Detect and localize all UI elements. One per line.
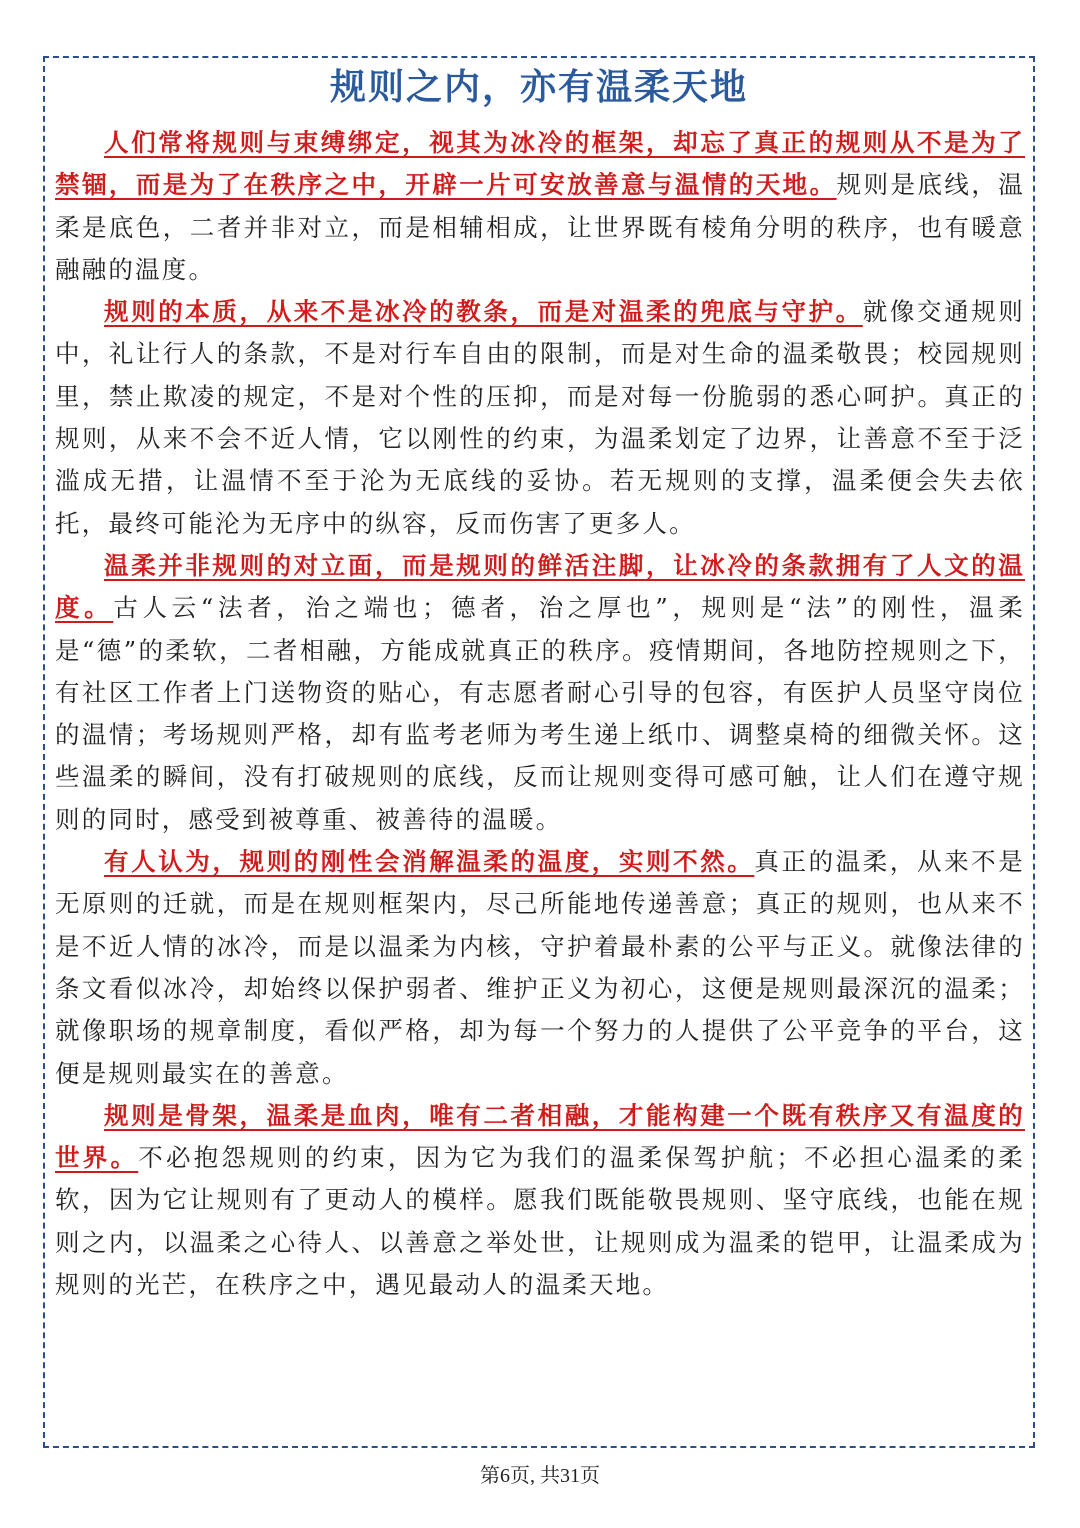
essay-body — [55, 122, 1025, 1306]
page-title: 规则之内，亦有温柔天地 — [329, 66, 748, 108]
paragraph-2 — [55, 291, 1025, 545]
key-sentence-2: 规则的本质，从来不是冰冷的教条，而是对温柔的兜底与守护。 — [104, 297, 863, 327]
page-number: 第6页, 共31页 — [480, 1465, 600, 1487]
paragraph-text-4: 真正的温柔，从来不是无原则的迁就，而是在规则框架内，尽己所能地传递善意；真正的规则，也从来不是不近人情的冰冷，而是以温柔为内核，守护着最朴素的公平与正义。就像法律的条文看似冰冷，却始终以保护弱者、维护正义为初心，这便是规则最深沉的温柔；就像职场的规章制度，看似严格，却为每一个努力的人提供了公平竞争的平台，这便是规则最实在的善意。 — [55, 847, 1025, 1088]
paragraph-text-3: 古人云“法者，治之端也；德者，治之厚也”，规则是“法”的刚性，温柔是“德”的柔软，二者相融，方能成就真正的秩序。疫情期间，各地防控规则之下，有社区工作者上门送物资的贴心，有志愿者耐心引导的包容，有医护人员坚守岗位的温情；考场规则严格，却有监考老师为考生递上纸巾、调整桌椅的细微关怀。这些温柔的瞬间，没有打破规则的底线，反而让规则变得可感可触，让人们在遵守规则的同时，感受到被尊重、被善待的温暖。 — [55, 593, 1025, 834]
key-sentence-3: 温柔并非规则的对立面，而是规则的鲜活注脚，让冰冷的条款拥有了人文的温度。 — [55, 550, 1025, 623]
paragraph-4 — [55, 841, 1025, 1095]
key-sentence-1: 人们常将规则与束缚绑定，视其为冰冷的框架，却忘了真正的规则从不是为了禁锢，而是为了在秩序之中，开辟一片可安放善意与温情的天地。 — [55, 128, 1025, 200]
paragraph-text-2: 就像交通规则中，礼让行人的条款，不是对行车自由的限制，而是对生命的温柔敬畏；校园规则里，禁止欺凌的规定，不是对个性的压抑，而是对每一份脆弱的悉心呵护。真正的规则，从来不会不近人情，它以刚性的约束，为温柔划定了边界，让善意不至于泛滥成无措，让温情不至于沦为无底线的妥协。若无规则的支撑，温柔便会失去依托，最终可能沦为无序中的纵容，反而伤害了更多人。 — [55, 297, 1025, 538]
key-sentence-4: 有人认为，规则的刚性会消解温柔的温度，实则不然。 — [104, 847, 755, 877]
paragraph-1 — [55, 122, 1025, 291]
paragraph-5 — [55, 1095, 1025, 1306]
page-border — [43, 56, 1035, 1448]
paragraph-text-1: 规则是底线，温柔是底色，二者并非对立，而是相辅相成，让世界既有棱角分明的秩序，也有暖意融融的温度。 — [55, 170, 1026, 284]
key-sentence-5: 规则是骨架，温柔是血肉，唯有二者相融，才能构建一个既有秩序又有温度的世界。 — [55, 1100, 1025, 1173]
paragraph-3 — [55, 545, 1025, 841]
paragraph-text-5: 不必抱怨规则的约束，因为它为我们的温柔保驾护航；不必担心温柔的柔软，因为它让规则有了更动人的模样。愿我们既能敬畏规则、坚守底线，也能在规则之内，以温柔之心待人、以善意之举处世，让规则成为温柔的铠甲，让温柔成为规则的光芒，在秩序之中，遇见最动人的温柔天地。 — [55, 1143, 1025, 1300]
